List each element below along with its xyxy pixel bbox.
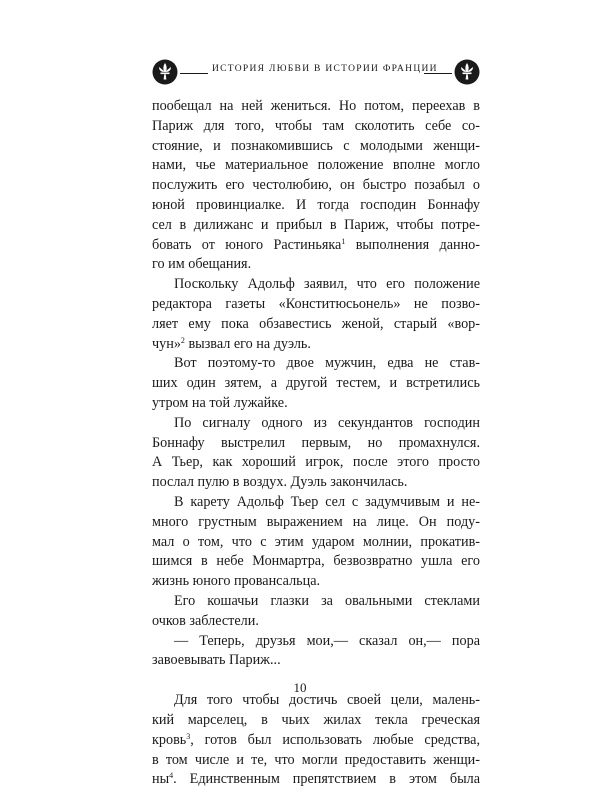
text-line [152,97,480,117]
line-text: пообещал на ней жениться. Но потом, переехав в [152,98,480,114]
header-rule-right [424,73,452,74]
page-number: 10 [293,680,307,695]
line-text: бовать от юного Растиньяка [152,236,342,253]
line-text: много грустным выражением на лице. Он поду- [152,513,480,530]
text-line [152,612,480,632]
text-line [152,216,480,236]
text-line [152,374,480,394]
fleur-de-lis-icon [152,59,178,85]
line-text: Вот поэтому-то двое мужчин, едва не став- [174,355,480,372]
text-line [152,137,480,157]
line-text-rest: . Единственным препятствием в этом была [173,771,480,788]
line-text: ших один зятем, а другой тестем, и встретились [152,375,480,392]
fleur-de-lis-icon [454,59,480,85]
line-text: Для того чтобы достичь своей цели, малень- [174,692,480,709]
line-text: завоевывать Париж... [152,652,281,669]
footnote-marker: 4 [169,771,174,781]
text-line [152,651,480,671]
running-title: ИСТОРИЯ ЛЮБВИ В ИСТОРИИ ФРАНЦИИ [212,64,438,74]
header-rule-left [180,73,208,74]
line-text: послал пулю в воздух. Дуэль закончилась. [152,474,408,491]
line-text: нами, чье материальное положение вполне могло [152,157,480,174]
line-text-rest: выполнения данно- [345,236,480,253]
running-header [152,52,480,92]
line-text: утром на той лужайке. [152,394,288,411]
line-text: Поскольку Адольф заявил, что его положение [174,276,480,293]
line-text: Боннафу выстрелил первым, но промахнулся. [152,434,480,451]
text-line [152,315,480,335]
line-text: очков заблестели. [152,612,259,629]
line-text: ны [152,771,170,788]
line-text: послужить его честолюбию, он быстро позабыл о [152,177,480,194]
line-text: Его кошачьи глазки за овальными стеклами [174,592,480,609]
line-text-rest: , готов был использовать любые средства, [190,731,480,748]
line-text: в том числе и те, что могли предоставить женщи- [152,751,480,768]
text-line [152,275,480,295]
line-text: жизнь юного провансальца. [152,573,321,590]
text-line [152,434,480,454]
text-line [152,533,480,553]
text-line [152,711,480,731]
text-line [152,117,480,137]
text-line [152,354,480,374]
line-text: Париж для того, чтобы там сколотить себе со- [152,117,480,134]
text-line [152,572,480,592]
line-text: кровь [152,731,187,748]
text-line [152,394,480,414]
text-line [152,453,480,473]
line-text: ляет ему пока обзавестись женой, старый «вор- [152,315,480,332]
text-line [152,414,480,434]
text-line [152,632,480,652]
text-line [152,751,480,771]
text-line [152,335,480,355]
footnote-marker: 1 [341,236,346,246]
text-line [152,731,480,751]
footnote-marker: 3 [186,731,191,741]
text-line [152,770,480,790]
text-line [152,473,480,493]
text-line [152,295,480,315]
line-text: го им обещания. [152,256,252,273]
line-text: — Теперь, друзья мои,— сказал он,— пора [174,632,480,649]
text-line [152,493,480,513]
line-text: юной провинциалке. И тогда господин Боннафу [152,196,480,213]
text-line [152,176,480,196]
footnote-marker: 2 [180,335,185,345]
line-text: шимся в небе Монмартра, безвозвратно ушла его [152,553,480,570]
line-text: стояние, и познакомившись с молодыми женщи- [152,137,480,154]
text-line [152,255,480,275]
line-text: чун» [152,335,181,352]
line-text: кий марселец, в чьих жилах текла греческая [152,711,480,728]
line-text: В карету Адольф Тьер сел с задумчивым и не- [174,493,480,510]
text-line [152,592,480,612]
line-text-rest: вызвал его на дуэль. [184,335,311,352]
line-text: По сигналу одного из секундантов господин [174,414,480,431]
line-text: мал о том, что с этим ударом молнии, прокатив- [152,533,480,550]
text-line [152,156,480,176]
text-line [152,552,480,572]
text-line [152,196,480,216]
text-line [152,236,480,256]
line-text: А Тьер, как хороший игрок, после этого просто [152,454,480,471]
text-line [152,513,480,533]
line-text: редактора газеты «Конститюсьонель» не позво- [152,295,480,312]
line-text: сел в дилижанс и прибыл в Париж, чтобы потре- [152,216,480,233]
